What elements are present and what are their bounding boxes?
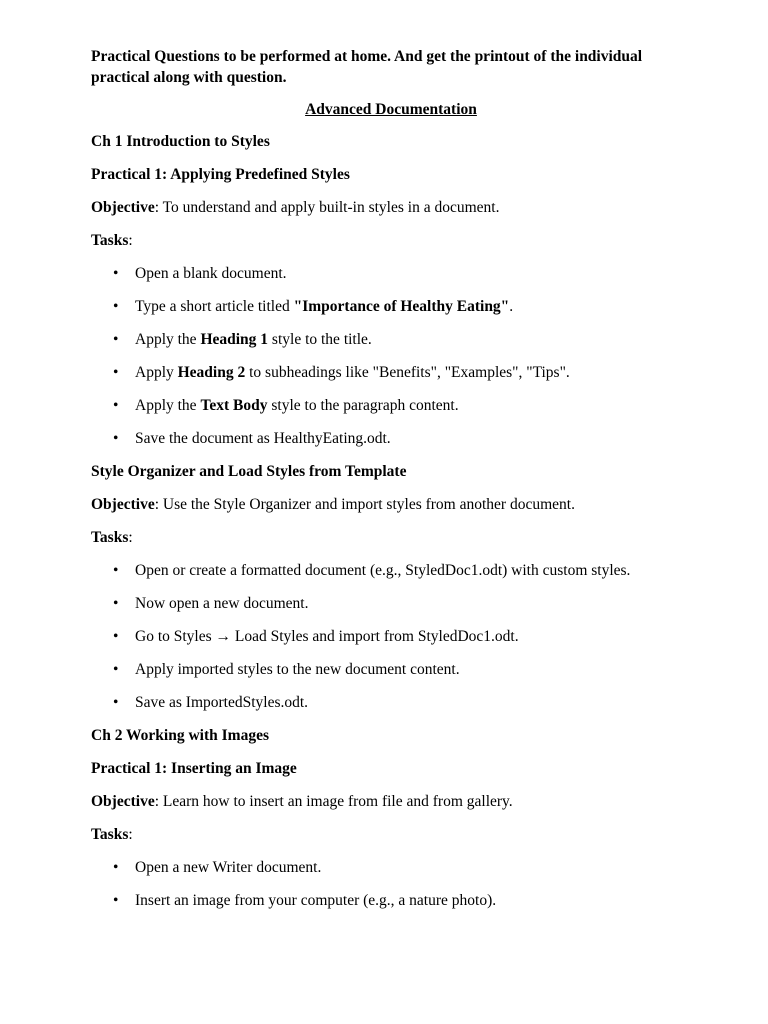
list-item <box>91 593 691 614</box>
list-item <box>91 560 691 581</box>
task-list-1-1 <box>91 263 691 449</box>
task-text: Now open a new document. <box>135 595 309 612</box>
task-text: to subheadings like "Benefits", "Examples", "Tips". <box>245 364 570 381</box>
list-item <box>91 263 691 284</box>
bullet-icon: • <box>113 859 119 876</box>
list-item <box>91 890 691 911</box>
objective-label: Objective <box>91 793 155 810</box>
tasks-colon: : <box>128 232 133 249</box>
bullet-icon: • <box>113 397 119 414</box>
list-item <box>91 626 691 647</box>
task-text: Go to Styles → Load Styles and import from StyledDoc1.odt. <box>135 628 519 645</box>
tasks-colon: : <box>128 826 133 843</box>
bullet-icon: • <box>113 892 119 909</box>
list-item <box>91 692 691 713</box>
document-title: Advanced Documentation <box>305 101 477 118</box>
task-list-1-2 <box>91 560 691 713</box>
task-text: Apply the <box>135 331 201 348</box>
objective-label: Objective <box>91 496 155 513</box>
bullet-icon: • <box>113 364 119 381</box>
chapter-heading-2: Ch 2 Working with Images <box>91 727 269 744</box>
bullet-icon: • <box>113 595 119 612</box>
bullet-icon: • <box>113 298 119 315</box>
tasks-line-2-1 <box>91 824 691 845</box>
task-text: Apply the <box>135 397 201 414</box>
list-item <box>91 362 691 383</box>
task-text: . <box>509 298 514 315</box>
task-text-bold: "Importance of Healthy Eating" <box>293 298 510 315</box>
objective-line-2-1 <box>91 791 691 812</box>
practical-heading-1-2: Style Organizer and Load Styles from Template <box>91 463 407 480</box>
objective-label: Objective <box>91 199 155 216</box>
bullet-icon: • <box>113 331 119 348</box>
tasks-label: Tasks <box>91 826 129 843</box>
bullet-icon: • <box>113 265 119 282</box>
task-list-2-1 <box>91 857 691 911</box>
list-item <box>91 329 691 350</box>
task-text-bold: Text Body <box>200 397 268 414</box>
tasks-line-1-1 <box>91 230 691 251</box>
objective-line-1-2 <box>91 494 691 515</box>
bullet-icon: • <box>113 694 119 711</box>
task-text: style to the paragraph content. <box>267 397 459 414</box>
task-text-bold: Heading 2 <box>177 364 246 381</box>
intro-paragraph: Practical Questions to be performed at home. And get the printout of the individual practical along with question. <box>91 48 643 86</box>
list-item <box>91 395 691 416</box>
task-text-bold: Heading 1 <box>200 331 269 348</box>
task-text: Save as ImportedStyles.odt. <box>135 694 309 711</box>
bullet-icon: • <box>113 628 119 645</box>
task-text: Open a new Writer document. <box>135 859 322 876</box>
list-item <box>91 857 691 878</box>
objective-line-1-1 <box>91 197 691 218</box>
task-text: Apply <box>135 364 178 381</box>
bullet-icon: • <box>113 430 119 447</box>
task-text: Apply imported styles to the new document content. <box>135 661 460 678</box>
task-text: Open a blank document. <box>135 265 287 282</box>
list-item <box>91 428 691 449</box>
tasks-line-1-2 <box>91 527 691 548</box>
task-text: style to the title. <box>268 331 372 348</box>
task-text: Open or create a formatted document (e.g., StyledDoc1.odt) with custom styles. <box>135 562 631 579</box>
tasks-label: Tasks <box>91 232 129 249</box>
tasks-colon: : <box>128 529 133 546</box>
tasks-label: Tasks <box>91 529 129 546</box>
bullet-icon: • <box>113 562 119 579</box>
document-page <box>91 46 691 923</box>
objective-text: : Use the Style Organizer and import styles from another document. <box>154 496 575 513</box>
bullet-icon: • <box>113 661 119 678</box>
practical-heading-1-1: Practical 1: Applying Predefined Styles <box>91 166 350 183</box>
objective-text: : Learn how to insert an image from file and from gallery. <box>154 793 513 810</box>
list-item <box>91 296 691 317</box>
objective-text: : To understand and apply built-in styles in a document. <box>154 199 500 216</box>
task-text: Save the document as HealthyEating.odt. <box>135 430 391 447</box>
list-item <box>91 659 691 680</box>
chapter-heading-1: Ch 1 Introduction to Styles <box>91 133 270 150</box>
task-text: Insert an image from your computer (e.g., a nature photo). <box>135 892 497 909</box>
practical-heading-2-1: Practical 1: Inserting an Image <box>91 760 297 777</box>
task-text: Type a short article titled <box>135 298 294 315</box>
